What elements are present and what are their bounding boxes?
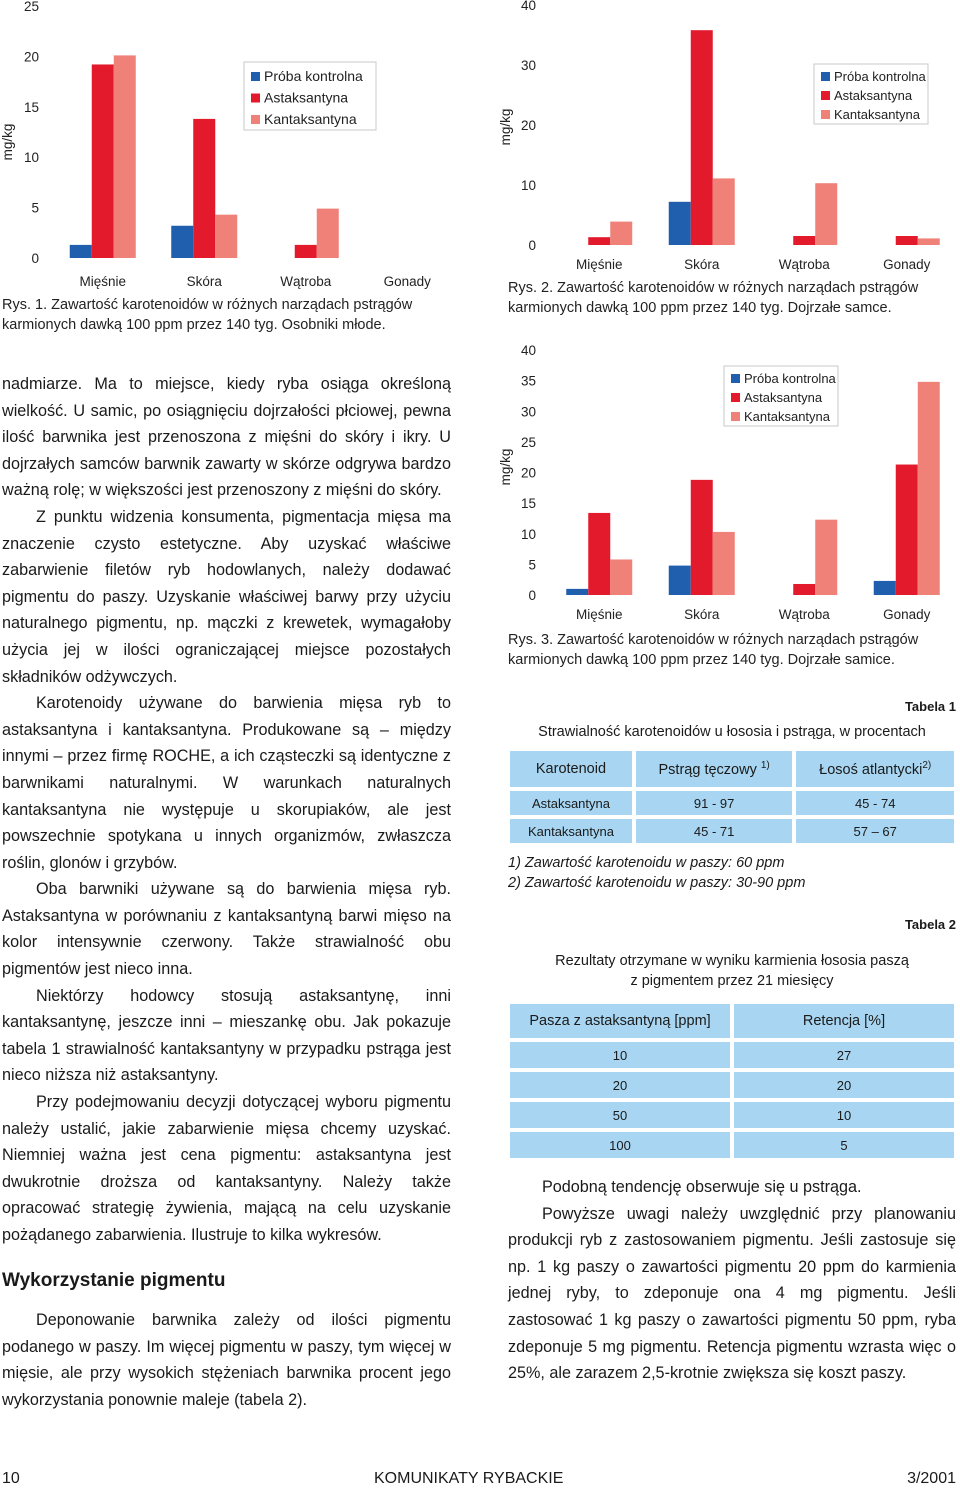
legend [244, 62, 376, 130]
table-cell: 91 - 97 [634, 789, 794, 817]
y-tick-label: 35 [520, 373, 536, 389]
bar-kantaksantyna [815, 520, 837, 595]
y-tick-label: 10 [520, 178, 536, 193]
table-header-cell: Pasza z astaksantyną [ppm] [508, 1002, 732, 1040]
chart-2 [490, 0, 960, 280]
article-body-left [2, 371, 451, 1249]
legend-swatch [821, 91, 830, 100]
y-tick-label: 0 [528, 238, 536, 253]
bar-kantaksantyna [815, 183, 837, 245]
table-header-row [508, 1002, 956, 1040]
table-cell: 20 [732, 1070, 956, 1100]
paragraph: Podobną tendencję obserwuje się u pstrąga. [542, 1178, 862, 1196]
bar-próba-kontrolna [874, 581, 896, 595]
legend-label: Kantaksantyna [264, 111, 357, 127]
bar-astaksantyna [896, 465, 918, 595]
legend-swatch [731, 393, 740, 402]
x-category-label: Wątroba [778, 257, 830, 272]
legend-swatch [821, 110, 830, 119]
legend-swatch [251, 94, 260, 103]
section-heading: Wykorzystanie pigmentu [2, 1270, 226, 1291]
paragraph: Z punktu widzenia konsumenta, pigmentacja mięsa ma znaczenie czysto estetyczne. Aby uzyskać właściwe zabarwienie filetów ryb hodowlanych, należy dodawać pigmentu do paszy. Uzyskanie właściwej barwy przy użyciu naturalnego pigmentu, np. mączki z krewetek, wymagałoby użycia jej w ilości ograniczającej miejsce pozostałych składników odżywczych. [2, 507, 451, 686]
caption-label: Rys. 1. [2, 297, 48, 313]
y-tick-label: 15 [23, 99, 39, 115]
bar-astaksantyna [793, 584, 815, 595]
table-cell: 5 [732, 1130, 956, 1160]
y-axis-label: mg/kg [0, 123, 15, 161]
table-2-number: Tabela 2 [904, 917, 956, 932]
legend-swatch [731, 412, 740, 421]
bar-próba-kontrolna [669, 566, 691, 595]
bar-kantaksantyna [713, 178, 735, 245]
y-tick-label: 0 [528, 588, 536, 603]
legend [724, 366, 838, 426]
table-header-cell: Retencja [%] [732, 1002, 956, 1040]
table-cell: 10 [508, 1040, 732, 1070]
legend [814, 64, 928, 124]
legend-swatch [251, 72, 260, 81]
x-category-label: Mięśnie [79, 274, 127, 289]
x-category-label: Gonady [883, 257, 931, 272]
bar-kantaksantyna [713, 532, 735, 595]
table-header-cell: Łosoś atlantycki$^{2)}$ [794, 749, 956, 789]
x-category-label: Skóra [684, 257, 720, 272]
legend-swatch [821, 72, 830, 81]
table-1-title: Strawialność karotenoidów u łososia i pstrąga, w procentach [538, 724, 926, 740]
table-2-title-line: Rezultaty otrzymane w wyniku karmienia łososia paszą [555, 953, 909, 969]
table-1 [508, 749, 956, 845]
paragraph: Powyższe uwagi należy uwzględnić przy planowaniu produkcji ryb z zastosowaniem pigmentu. Jeśli zastosuje się np. 1 kg paszy o zawartości pigmentu 20 ppm do karmienia jednej ryby, to zdeponuje ona 4 mg pigmentu. Jeśli zastosować 1 kg paszy o zawartości pigmentu 50 ppm, ryba zdeponuje 5 mg pigmentu. Retencja pigmentu wzrasta więc o 25%, ale zarazem 2,5-krotnie zwiększa się koszt paszy. [508, 1204, 956, 1383]
bar-próba-kontrolna [70, 245, 92, 258]
y-tick-label: 40 [520, 343, 536, 358]
chart-3-svg [490, 335, 960, 630]
section-body [2, 1307, 451, 1413]
table-1-note: 1) Zawartość karotenoidu w paszy: 60 ppm [508, 855, 785, 871]
x-category-label: Wątroba [280, 274, 332, 289]
x-category-label: Skóra [186, 274, 222, 289]
table-cell: Astaksantyna [508, 789, 634, 817]
article-body-right [508, 1174, 956, 1387]
paragraph: nadmiarze. Ma to miejsce, kiedy ryba osiąga określoną wielkość. U samic, po osiągnięciu dojrzałości płciowej, pewna ilość barwnika jest przenoszona z mięśni do skóry i ikry. U dojrzałych samców barwnik zawarty w skórze odgrywa bardzo ważną rolę; w większości jest przenoszony z mięśni do skóry. [2, 375, 451, 500]
figure-caption-3 [508, 630, 958, 670]
legend-swatch [731, 374, 740, 383]
bar-kantaksantyna [610, 559, 632, 595]
x-category-label: Gonady [383, 274, 431, 289]
x-category-label: Skóra [684, 607, 720, 622]
x-category-label: Mięśnie [575, 257, 623, 272]
caption-label: Rys. 3. [508, 632, 554, 648]
y-axis-label: mg/kg [498, 108, 513, 146]
page-number: 10 [2, 1470, 20, 1487]
bar-próba-kontrolna [669, 202, 691, 245]
table-row [508, 817, 956, 845]
issue-number: 3/2001 [907, 1470, 956, 1487]
y-tick-label: 15 [520, 496, 536, 512]
bar-astaksantyna [691, 30, 713, 245]
figure-caption-2 [508, 278, 958, 318]
figure-caption-1 [2, 295, 472, 335]
table-row [508, 1040, 956, 1070]
table-cell: Kantaksantyna [508, 817, 634, 845]
y-tick-label: 5 [31, 200, 39, 216]
x-category-label: Gonady [883, 607, 931, 622]
table-1-note: 2) Zawartość karotenoidu w paszy: 30-90 ppm [508, 875, 806, 891]
table-1-number: Tabela 1 [904, 699, 956, 714]
legend-label: Astaksantyna [264, 89, 349, 106]
paragraph: Karotenoidy używane do barwienia mięsa ryb to astaksantyna i kantaksantyna. Produkowane są – między innymi – przez firmę ROCHE, a ich cząsteczki są identyczne z barwnikami naturalnymi. W warunkach naturalnych kantaksantyna nie występuje u skorupiaków, ale jest powszechnie spotykana u innych organizmów, zwłaszcza roślin, glonów i grzybów. [2, 694, 451, 872]
y-tick-label: 30 [520, 404, 536, 420]
bar-astaksantyna [193, 119, 215, 258]
table-cell: 10 [732, 1100, 956, 1130]
bar-próba-kontrolna [566, 589, 588, 595]
table-row [508, 789, 956, 817]
chart-1 [0, 0, 470, 300]
bar-astaksantyna [295, 245, 317, 258]
bar-kantaksantyna [918, 382, 940, 595]
table-2-title-line: z pigmentem przez 21 miesięcy [630, 973, 834, 989]
paragraph: Przy podejmowaniu decyzji dotyczącej wyboru pigmentu należy ustalić, jakie zabarwienie mięsa chcemy uzyskać. Niemniej ważna jest cena pigmentu: astaksantyna jest dwukrotnie droższa od kantaksantyny. Należy także opracować strategię żywienia, mającą na celu uzyskanie pożądanego zabarwienia. Ilustruje to kilka wykresów. [2, 1093, 451, 1244]
table-cell: 45 - 71 [634, 817, 794, 845]
table-row [508, 1130, 956, 1160]
legend-swatch [251, 115, 260, 124]
bar-kantaksantyna [317, 209, 339, 258]
legend-label: Kantaksantyna [834, 107, 921, 122]
caption-text: Zawartość karotenoidów w różnych narządach pstrągów karmionych dawką 100 ppm przez 140 tyg. Dojrzałe samce. [508, 280, 919, 316]
y-tick-label: 40 [520, 0, 536, 13]
y-tick-label: 20 [520, 118, 536, 133]
table-cell: 20 [508, 1070, 732, 1100]
caption-text: Zawartość karotenoidów w różnych narządach pstrągów karmionych dawką 100 ppm przez 140 tyg. Osobniki młode. [2, 297, 413, 333]
caption-text: Zawartość karotenoidów w różnych narządach pstrągów karmionych dawką 100 ppm przez 140 tyg. Dojrzałe samice. [508, 632, 919, 668]
bar-astaksantyna [588, 513, 610, 595]
y-axis-label: mg/kg [498, 448, 513, 486]
legend-label: Kantaksantyna [744, 409, 831, 424]
paragraph: Oba barwniki używane są do barwienia mięsa ryb. Astaksantyna w porównaniu z kantaksantyną barwi mięso na kolor intensywnie czerwony. Także strawialność obu pigmentów jest nieco inna. [2, 880, 451, 979]
table-cell: 27 [732, 1040, 956, 1070]
x-category-label: Wątroba [778, 607, 830, 622]
chart-3 [490, 335, 960, 630]
bar-kantaksantyna [114, 55, 136, 258]
bar-próba-kontrolna [171, 226, 193, 258]
legend-label: Próba kontrolna [834, 69, 926, 84]
y-tick-label: 25 [23, 0, 39, 14]
legend-label: Astaksantyna [834, 88, 913, 103]
y-tick-label: 0 [31, 251, 39, 266]
legend-label: Próba kontrolna [744, 371, 836, 386]
chart-1-svg [0, 0, 470, 300]
bar-astaksantyna [691, 480, 713, 595]
journal-name: KOMUNIKATY RYBACKIE [374, 1470, 564, 1487]
table-cell: 50 [508, 1100, 732, 1130]
table-cell: 57 – 67 [794, 817, 956, 845]
y-tick-label: 10 [23, 150, 39, 166]
table-header-cell: Karotenoid [508, 749, 634, 789]
table-cell: 45 - 74 [794, 789, 956, 817]
bar-astaksantyna [896, 236, 918, 245]
bar-astaksantyna [92, 64, 114, 258]
bar-astaksantyna [588, 237, 610, 245]
table-row [508, 1070, 956, 1100]
bar-kantaksantyna [918, 238, 940, 245]
table-header-row [508, 749, 956, 789]
table-2-title [508, 951, 956, 991]
y-tick-label: 5 [528, 557, 536, 573]
y-tick-label: 20 [520, 465, 536, 481]
bar-astaksantyna [793, 236, 815, 245]
bar-kantaksantyna [215, 215, 237, 258]
y-tick-label: 20 [23, 49, 39, 65]
x-category-label: Mięśnie [575, 607, 623, 622]
y-tick-label: 30 [520, 58, 536, 73]
chart-2-svg [490, 0, 960, 280]
y-tick-label: 10 [520, 526, 536, 542]
y-tick-label: 25 [520, 434, 536, 450]
table-2 [508, 1002, 956, 1160]
table-cell: 100 [508, 1130, 732, 1160]
paragraph: Niektórzy hodowcy stosują astaksantynę, inni kantaksantynę, jeszcze inni – mieszankę obu. Jak pokazuje tabela 1 strawialność kantaksantyny w przypadku pstrąga jest nieco niższa niż astaksantyny. [2, 986, 451, 1085]
table-header-cell: Pstrąg tęczowy $^{1)}$ [634, 749, 794, 789]
legend-label: Astaksantyna [744, 390, 823, 405]
caption-label: Rys. 2. [508, 280, 554, 296]
table-row [508, 1100, 956, 1130]
bar-kantaksantyna [610, 222, 632, 245]
legend-label: Próba kontrolna [264, 68, 363, 84]
paragraph: Deponowanie barwnika zależy od ilości pigmentu podanego w paszy. Im więcej pigmentu w paszy, tym więcej w mięsie, ale przy wysokich stężeniach barwnika procent jego wykorzystania ponownie maleje (tabela 2). [2, 1311, 451, 1409]
